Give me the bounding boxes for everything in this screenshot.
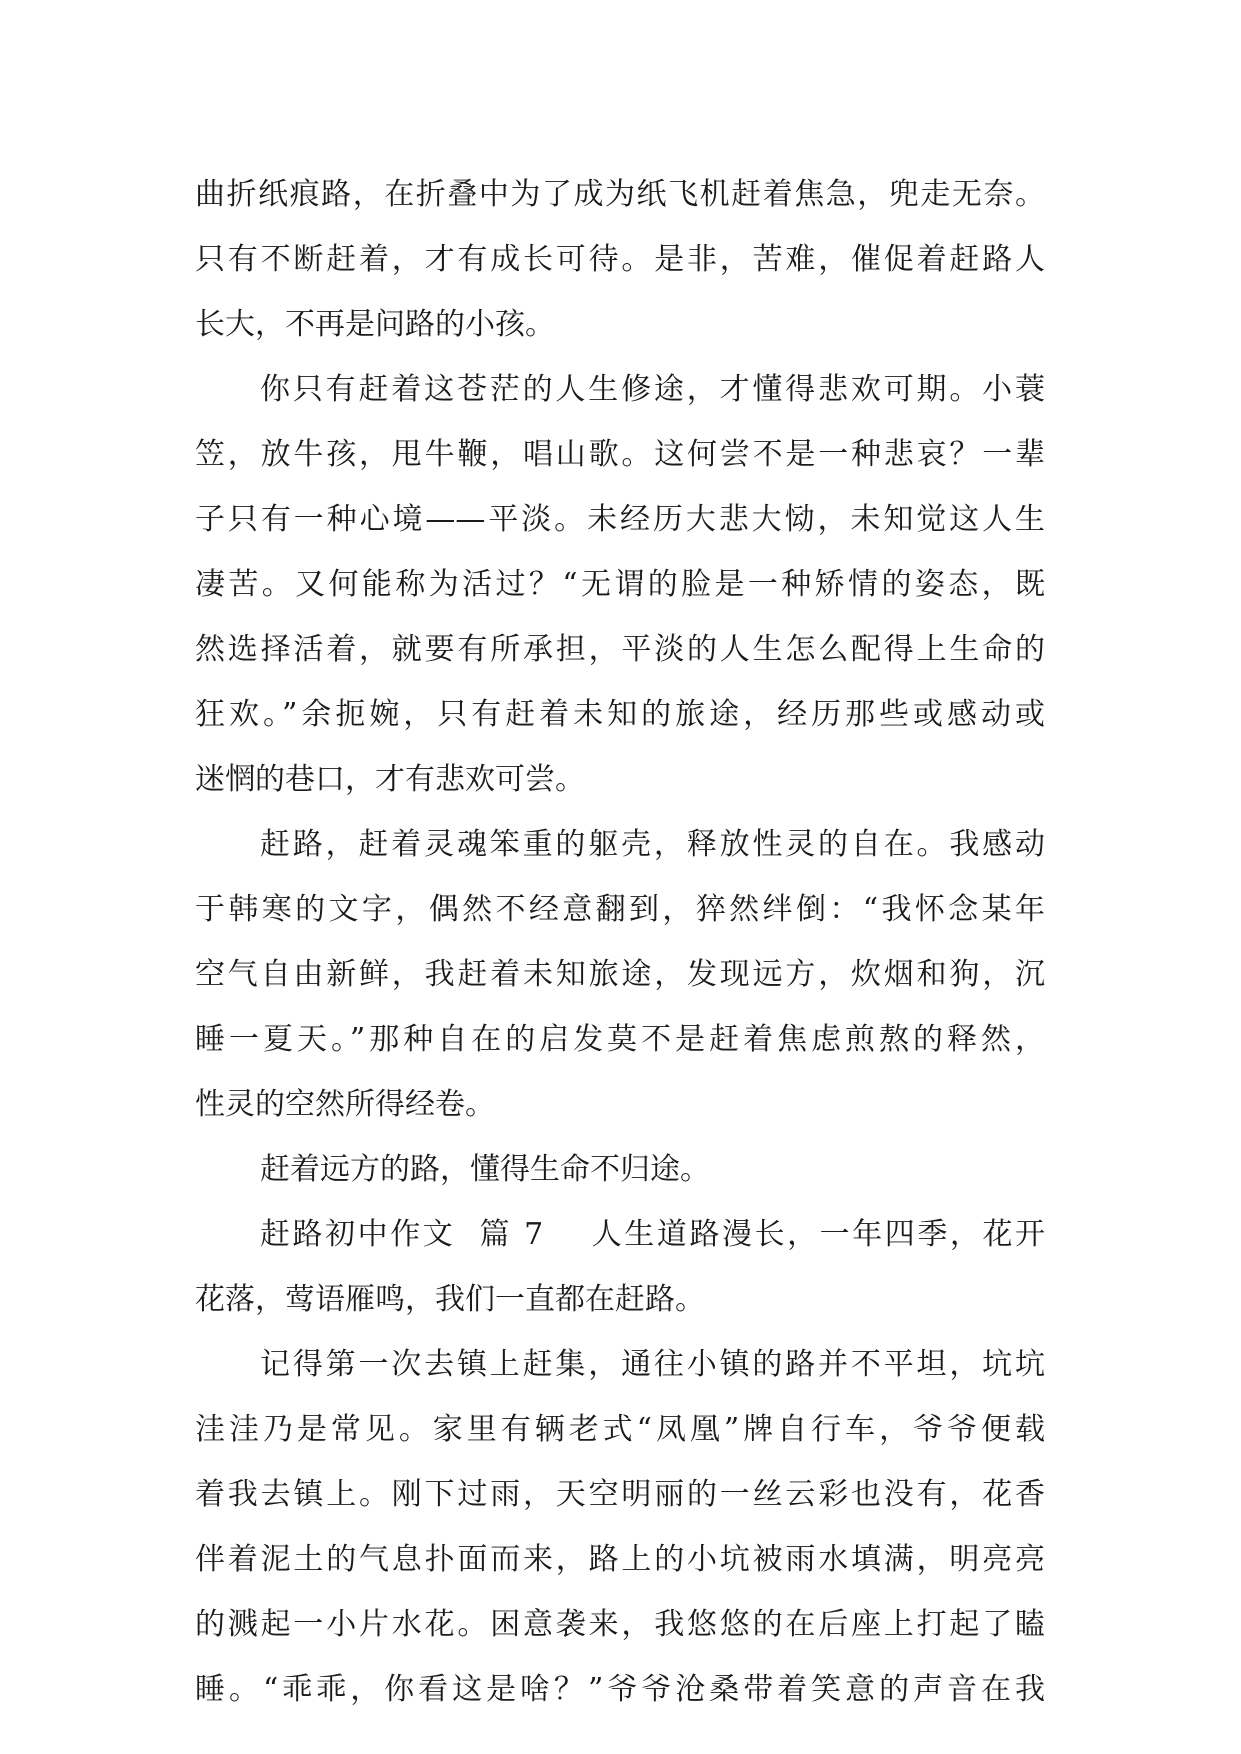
- text-line: 赶着远方的路，懂得生命不归途。: [260, 1152, 710, 1187]
- text-line: 凄苦。又何能称为活过？“无谓的脸是一种矫情的姿态，既: [195, 567, 1045, 602]
- text-line: 着我去镇上。刚下过雨，天空明丽的一丝云彩也没有，花香: [195, 1477, 1045, 1512]
- inline-text: 人生道路漫长，一年四季，花开: [589, 1217, 1045, 1252]
- text-line: 记得第一次去镇上赶集，通往小镇的路并不平坦，坑坑: [260, 1347, 1045, 1382]
- paragraph: [195, 1202, 1045, 1332]
- text-line: 曲折纸痕路，在折叠中为了成为纸飞机赶着焦急，兜走无奈。: [195, 177, 1045, 212]
- paragraph: [195, 1137, 1045, 1202]
- text-line: 只有不断赶着，才有成长可待。是非，苦难，催促着赶路人: [195, 242, 1045, 277]
- paragraph: [195, 357, 1045, 812]
- text-line: 赶路，赶着灵魂笨重的躯壳，释放性灵的自在。我感动: [260, 827, 1045, 862]
- text-line: 空气自由新鲜，我赶着未知旅途，发现远方，炊烟和狗，沉: [195, 957, 1045, 992]
- text-line: [195, 1202, 1045, 1267]
- paragraph: [195, 1332, 1045, 1722]
- text-line: 伴着泥土的气息扑面而来，路上的小坑被雨水填满，明亮亮: [195, 1542, 1045, 1577]
- text-line: 于韩寒的文字，偶然不经意翻到，猝然绊倒：“我怀念某年: [195, 892, 1045, 927]
- text-line: 的溅起一小片水花。困意袭来，我悠悠的在后座上打起了瞌: [195, 1607, 1045, 1642]
- text-line: 花落，莺语雁鸣，我们一直都在赶路。: [195, 1282, 705, 1317]
- section-heading: 赶路初中作文 篇 7: [260, 1217, 544, 1252]
- paragraph: [195, 162, 1045, 357]
- text-line: 笠，放牛孩，甩牛鞭，唱山歌。这何尝不是一种悲哀？一辈: [195, 437, 1045, 472]
- text-line: 然选择活着，就要有所承担，平淡的人生怎么配得上生命的: [195, 632, 1045, 667]
- paragraph: [195, 812, 1045, 1137]
- text-line: 睡。“乖乖，你看这是啥？”爷爷沧桑带着笑意的声音在我: [195, 1672, 1045, 1707]
- text-line: 狂欢。”余扼婉，只有赶着未知的旅途，经历那些或感动或: [195, 697, 1045, 732]
- text-line: 子只有一种心境——平淡。未经历大悲大恸，未知觉这人生: [195, 502, 1045, 537]
- text-line: 长大，不再是问路的小孩。: [195, 307, 555, 342]
- text-line: 性灵的空然所得经卷。: [195, 1087, 495, 1122]
- text-line: 迷惘的巷口，才有悲欢可尝。: [195, 762, 585, 797]
- text-line: 你只有赶着这苍茫的人生修途，才懂得悲欢可期。小蓑: [260, 372, 1045, 407]
- text-line: 睡一夏天。”那种自在的启发莫不是赶着焦虑煎熬的释然，: [195, 1022, 1045, 1057]
- essay-body: [195, 162, 1045, 1722]
- text-line: 洼洼乃是常见。家里有辆老式“凤凰”牌自行车，爷爷便载: [195, 1412, 1045, 1447]
